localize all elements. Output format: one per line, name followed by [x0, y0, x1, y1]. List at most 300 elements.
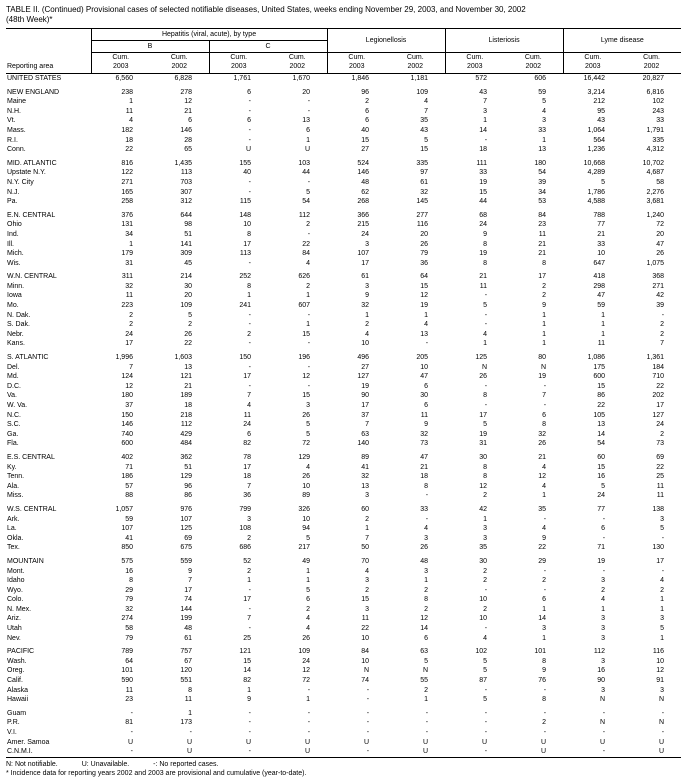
- value-cell: 129: [298, 453, 311, 461]
- table-row: [6, 282, 681, 292]
- value-cell: 12: [125, 382, 133, 390]
- value-cell: 1,761: [233, 75, 251, 82]
- value-cell: 2: [247, 330, 251, 338]
- reporting-area-cell: UNITED STATES: [7, 75, 62, 82]
- value-cell: 12: [184, 98, 192, 106]
- reporting-area-cell: Nev.: [7, 634, 21, 642]
- table-row: [6, 159, 681, 169]
- value-cell: 8: [424, 482, 429, 490]
- value-cell: 3: [247, 515, 251, 523]
- value-cell: 6,560: [115, 75, 133, 82]
- value-cell: U: [186, 738, 192, 746]
- reporting-area-cell: S. ATLANTIC: [7, 354, 49, 362]
- value-cell: 120: [180, 667, 192, 675]
- value-cell: 71: [597, 544, 606, 552]
- value-cell: 15: [302, 330, 311, 338]
- value-cell: 12: [656, 667, 665, 675]
- value-cell: -: [307, 729, 311, 736]
- value-cell: 5: [660, 525, 665, 533]
- value-cell: 96: [361, 88, 370, 96]
- table-title: [6, 5, 681, 25]
- reporting-area-cell: Mont.: [7, 567, 25, 575]
- value-cell: 6: [188, 117, 192, 125]
- table-row: [6, 382, 681, 392]
- value-cell: 33: [479, 169, 488, 177]
- value-cell: 7: [188, 577, 192, 585]
- value-cell: 35: [479, 544, 488, 552]
- value-cell: 686: [239, 544, 251, 552]
- value-cell: 368: [652, 273, 665, 281]
- value-cell: 3: [424, 567, 429, 575]
- value-cell: 77: [597, 505, 606, 513]
- value-cell: 150: [239, 354, 251, 362]
- value-cell: 6,828: [174, 75, 192, 82]
- value-cell: 19: [361, 382, 370, 390]
- value-cell: 18: [243, 473, 251, 481]
- value-cell: 3: [365, 605, 370, 613]
- value-cell: 6: [247, 117, 251, 125]
- value-cell: 2: [542, 292, 547, 300]
- value-cell: -: [602, 567, 606, 575]
- value-cell: -: [307, 382, 311, 390]
- value-cell: 335: [416, 159, 429, 167]
- value-cell: 27: [361, 146, 370, 154]
- value-cell: 10: [479, 596, 488, 604]
- reporting-area-cell: Idaho: [7, 577, 25, 585]
- value-cell: -: [425, 515, 429, 523]
- value-cell: 8: [483, 240, 488, 248]
- listeriosis-header: Listeriosis: [445, 29, 563, 53]
- value-cell: 1: [483, 117, 488, 125]
- value-cell: 2: [483, 567, 488, 575]
- value-cell: 8: [424, 596, 429, 604]
- value-cell: 19: [597, 557, 606, 565]
- value-cell: 30: [479, 453, 488, 461]
- value-cell: 68: [479, 211, 488, 219]
- reporting-area-cell: Minn.: [7, 282, 25, 290]
- value-cell: 19: [479, 178, 488, 186]
- value-cell: 15: [420, 146, 429, 154]
- value-cell: 217: [298, 544, 311, 552]
- value-cell: 74: [361, 677, 370, 685]
- value-cell: 9: [424, 421, 429, 429]
- value-cell: U: [658, 748, 665, 756]
- value-cell: N: [422, 667, 429, 675]
- value-cell: 21: [597, 230, 606, 238]
- value-cell: 2: [542, 282, 547, 290]
- value-cell: 112: [180, 421, 192, 429]
- value-cell: 4: [601, 596, 606, 604]
- value-cell: 2: [365, 515, 370, 523]
- value-cell: -: [661, 311, 665, 319]
- reporting-area-cell: Okla.: [7, 534, 24, 542]
- value-cell: 48: [420, 557, 429, 565]
- value-cell: 54: [538, 169, 547, 177]
- value-cell: 150: [121, 411, 133, 419]
- value-cell: 13: [361, 482, 370, 490]
- value-cell: 6: [424, 634, 429, 642]
- value-cell: 65: [184, 146, 192, 154]
- value-cell: 63: [361, 430, 370, 438]
- table-row: [6, 463, 681, 473]
- value-cell: 2: [660, 330, 665, 338]
- table-row: [6, 505, 681, 515]
- value-cell: 2: [129, 321, 133, 329]
- value-cell: -: [366, 748, 370, 756]
- value-cell: 43: [597, 117, 606, 125]
- value-cell: -: [307, 98, 311, 106]
- value-cell: 10: [361, 634, 370, 642]
- value-cell: 111: [476, 159, 488, 167]
- value-cell: 3: [542, 625, 547, 633]
- value-cell: 2: [247, 567, 251, 575]
- reporting-area-cell: Nebr.: [7, 330, 24, 338]
- value-cell: 14: [479, 126, 488, 134]
- value-cell: 12: [302, 667, 311, 675]
- value-cell: 7: [365, 534, 370, 542]
- value-cell: -: [543, 382, 547, 390]
- value-cell: 366: [357, 211, 370, 219]
- value-cell: 14: [420, 625, 429, 633]
- value-cell: 24: [361, 230, 370, 238]
- table-row: [6, 420, 681, 430]
- value-cell: 850: [121, 544, 133, 552]
- value-cell: 31: [125, 259, 133, 267]
- value-cell: 1: [247, 292, 251, 300]
- value-cell: 9: [483, 230, 488, 238]
- value-cell: 205: [416, 354, 429, 362]
- table-row: [6, 439, 681, 449]
- reporting-area-header: Reporting area: [6, 29, 91, 74]
- table-row: [6, 567, 681, 577]
- value-cell: 21: [420, 463, 429, 471]
- value-cell: 55: [420, 677, 429, 685]
- value-cell: 11: [243, 411, 251, 419]
- value-cell: 101: [534, 648, 547, 656]
- value-cell: 73: [420, 440, 429, 448]
- lyme-cum-2003-header: Cum. 2003: [563, 53, 622, 74]
- reporting-area-cell: Mich.: [7, 250, 24, 258]
- value-cell: 165: [121, 188, 133, 196]
- table-row: [6, 88, 681, 98]
- value-cell: 606: [534, 75, 547, 82]
- value-cell: 42: [656, 292, 665, 300]
- value-cell: -: [425, 709, 429, 717]
- value-cell: 36: [420, 259, 429, 267]
- value-cell: U: [363, 738, 370, 746]
- reporting-area-cell: E.S. CENTRAL: [7, 453, 55, 461]
- value-cell: 17: [243, 240, 251, 248]
- reporting-area-cell: MID. ATLANTIC: [7, 159, 57, 167]
- value-cell: 22: [656, 463, 665, 471]
- value-cell: 186: [121, 473, 133, 481]
- value-cell: 19: [479, 250, 488, 258]
- table-row: [6, 220, 681, 230]
- value-cell: 86: [597, 392, 606, 400]
- value-cell: 8: [188, 686, 192, 694]
- value-cell: 9: [365, 292, 370, 300]
- value-cell: 524: [357, 159, 370, 167]
- value-cell: 24: [302, 657, 311, 665]
- value-cell: -: [366, 686, 370, 694]
- value-cell: 4: [365, 567, 370, 575]
- table-row: [6, 116, 681, 126]
- value-cell: 626: [298, 273, 311, 281]
- value-cell: 109: [298, 648, 311, 656]
- value-cell: 97: [420, 169, 429, 177]
- value-cell: 113: [239, 250, 251, 258]
- value-cell: 14: [243, 667, 251, 675]
- hep-c-cum-2002-header: Cum. 2002: [268, 53, 327, 74]
- value-cell: 15: [597, 463, 606, 471]
- value-cell: 35: [538, 505, 547, 513]
- value-cell: 274: [121, 615, 133, 623]
- value-cell: 76: [538, 677, 547, 685]
- value-cell: 4,588: [587, 198, 606, 206]
- reporting-area-cell: W.S. CENTRAL: [7, 505, 57, 513]
- value-cell: 21: [184, 107, 192, 115]
- value-cell: 17: [361, 259, 370, 267]
- value-cell: 17: [656, 402, 665, 409]
- table-row: [6, 211, 681, 221]
- value-cell: 109: [180, 302, 192, 310]
- value-cell: 4: [306, 625, 311, 633]
- value-cell: 223: [121, 302, 133, 310]
- value-cell: 26: [302, 473, 311, 481]
- value-cell: 22: [597, 402, 606, 409]
- value-cell: 271: [652, 282, 665, 290]
- value-cell: 976: [180, 505, 192, 513]
- value-cell: 26: [656, 250, 665, 258]
- table-footnotes: [6, 760, 681, 778]
- value-cell: 2: [542, 577, 547, 585]
- value-cell: -: [484, 686, 488, 694]
- value-cell: 484: [180, 440, 192, 448]
- value-cell: 26: [538, 440, 547, 448]
- value-cell: 44: [302, 169, 311, 177]
- table-row: [6, 728, 681, 738]
- value-cell: -: [366, 729, 370, 736]
- value-cell: 572: [475, 75, 488, 82]
- table-title-line2: (48th Week)*: [6, 15, 53, 24]
- reporting-area-cell: Kans.: [7, 340, 25, 348]
- value-cell: 3: [601, 686, 606, 694]
- value-cell: 21: [479, 273, 488, 281]
- table-row: [6, 686, 681, 696]
- value-cell: 215: [357, 221, 370, 229]
- value-cell: -: [130, 709, 133, 717]
- value-cell: 2: [542, 719, 547, 727]
- value-cell: -: [602, 729, 606, 736]
- value-cell: 2: [188, 321, 192, 329]
- value-cell: 103: [298, 159, 311, 167]
- value-cell: 326: [298, 505, 311, 513]
- value-cell: 15: [302, 392, 311, 400]
- value-cell: 3: [483, 525, 488, 533]
- value-cell: 5: [306, 430, 311, 438]
- table-row: [6, 543, 681, 553]
- value-cell: 47: [656, 240, 665, 248]
- value-cell: 21: [184, 382, 192, 390]
- value-cell: 10: [243, 221, 251, 229]
- value-cell: 3: [365, 240, 370, 248]
- value-cell: 90: [361, 392, 370, 400]
- value-cell: 1: [601, 311, 606, 319]
- value-cell: 15: [361, 596, 370, 604]
- value-cell: 3: [483, 107, 488, 115]
- value-cell: -: [307, 719, 311, 727]
- value-cell: 40: [361, 126, 370, 134]
- value-cell: -: [130, 729, 133, 736]
- value-cell: 48: [361, 178, 370, 186]
- value-cell: 3: [601, 615, 606, 623]
- value-cell: 10: [656, 657, 665, 665]
- reporting-area-cell: Ark.: [7, 515, 20, 523]
- value-cell: 1: [306, 567, 311, 575]
- value-cell: 298: [593, 282, 606, 290]
- value-cell: -: [307, 107, 311, 115]
- reporting-area-cell: Wash.: [7, 657, 27, 665]
- value-cell: 12: [302, 373, 311, 381]
- value-cell: -: [130, 748, 133, 756]
- value-cell: 79: [125, 596, 133, 604]
- value-cell: 4: [306, 615, 311, 623]
- lyme-cum-2002-header: Cum. 2002: [622, 53, 681, 74]
- value-cell: 1: [542, 634, 547, 642]
- value-cell: 145: [416, 198, 429, 206]
- value-cell: 2: [483, 492, 488, 500]
- hep-b-cum-2002-header: Cum. 2002: [150, 53, 209, 74]
- value-cell: 1: [365, 525, 370, 533]
- value-cell: 26: [479, 373, 488, 381]
- value-cell: 47: [420, 453, 429, 461]
- value-cell: 180: [121, 392, 133, 400]
- value-cell: -: [366, 696, 370, 704]
- reporting-area-cell: Ill.: [7, 240, 14, 248]
- value-cell: 5: [483, 696, 488, 704]
- reporting-area-cell: Ariz.: [7, 615, 21, 623]
- reporting-area-cell: Utah: [7, 625, 22, 633]
- value-cell: 24: [479, 221, 488, 229]
- value-cell: 89: [302, 492, 311, 500]
- value-cell: 3: [365, 577, 370, 585]
- value-cell: 69: [184, 534, 192, 542]
- value-cell: 42: [479, 505, 488, 513]
- value-cell: -: [543, 729, 547, 736]
- reporting-area-cell: Guam: [7, 709, 27, 717]
- value-cell: 72: [302, 440, 311, 448]
- reporting-area-cell: La.: [7, 525, 17, 533]
- value-cell: 82: [243, 440, 251, 448]
- value-cell: 312: [180, 198, 192, 206]
- value-cell: 63: [420, 648, 429, 656]
- value-cell: 60: [361, 505, 370, 513]
- value-cell: 52: [243, 557, 251, 565]
- value-cell: 15: [597, 382, 606, 390]
- value-cell: 40: [243, 169, 251, 177]
- table-row: [6, 126, 681, 136]
- value-cell: 131: [121, 221, 133, 229]
- value-cell: 29: [125, 586, 133, 594]
- value-cell: -: [661, 534, 665, 542]
- value-cell: 11: [361, 615, 370, 623]
- table-row: [6, 401, 681, 411]
- reporting-area-cell: NEW ENGLAND: [7, 88, 60, 96]
- value-cell: 2: [365, 586, 370, 594]
- value-cell: -: [248, 136, 251, 144]
- value-cell: 16: [597, 667, 606, 675]
- value-cell: 4: [247, 402, 251, 409]
- value-cell: 24: [656, 421, 665, 429]
- value-cell: 2: [129, 311, 133, 319]
- value-cell: 1: [247, 577, 251, 585]
- value-cell: U: [481, 738, 488, 746]
- value-cell: 53: [538, 198, 547, 206]
- footnote-not-notifiable: N: Not notifiable.: [6, 760, 58, 768]
- table-row: [6, 676, 681, 686]
- reporting-area-cell: Conn.: [7, 146, 26, 154]
- value-cell: 6: [247, 88, 251, 96]
- value-cell: 10: [361, 657, 370, 665]
- value-cell: -: [484, 136, 488, 144]
- reporting-area-cell: Ohio: [7, 221, 22, 229]
- listeriosis-cum-2002-header: Cum. 2002: [504, 53, 563, 74]
- reporting-area-cell: N.C.: [7, 411, 21, 419]
- value-cell: 7: [424, 107, 429, 115]
- reporting-area-cell: N. Dak.: [7, 311, 31, 319]
- value-cell: -: [366, 709, 370, 717]
- value-cell: 2: [660, 321, 665, 329]
- value-cell: 26: [420, 240, 429, 248]
- value-cell: 148: [239, 211, 251, 219]
- value-cell: 78: [243, 453, 251, 461]
- value-cell: 551: [180, 677, 192, 685]
- value-cell: 5: [424, 136, 429, 144]
- value-cell: 7: [365, 421, 370, 429]
- value-cell: 24: [243, 421, 251, 429]
- value-cell: 2,276: [646, 188, 665, 196]
- value-cell: 3,214: [587, 88, 606, 96]
- value-cell: 113: [180, 169, 192, 177]
- value-cell: 72: [302, 677, 311, 685]
- reporting-area-cell: P.R.: [7, 719, 20, 727]
- value-cell: 182: [121, 126, 133, 134]
- value-cell: 799: [239, 505, 251, 513]
- value-cell: 3: [601, 657, 606, 665]
- value-cell: 12: [538, 473, 547, 481]
- value-cell: -: [425, 719, 429, 727]
- header-cum-row: [6, 53, 681, 74]
- value-cell: 7: [129, 363, 133, 371]
- value-cell: 2: [365, 321, 370, 329]
- value-cell: 788: [593, 211, 606, 219]
- value-cell: 7: [247, 482, 251, 490]
- value-cell: N: [363, 667, 370, 675]
- value-cell: -: [661, 709, 665, 717]
- value-cell: 86: [184, 492, 192, 500]
- value-cell: 1,236: [587, 146, 606, 154]
- reporting-area-cell: W. Va.: [7, 402, 28, 409]
- value-cell: 607: [298, 302, 311, 310]
- value-cell: 73: [656, 440, 665, 448]
- value-cell: -: [248, 605, 251, 613]
- value-cell: -: [248, 188, 251, 196]
- value-cell: 3: [601, 625, 606, 633]
- table-row: [6, 249, 681, 259]
- value-cell: 2: [306, 605, 311, 613]
- value-cell: U: [186, 748, 192, 756]
- value-cell: -: [307, 230, 311, 238]
